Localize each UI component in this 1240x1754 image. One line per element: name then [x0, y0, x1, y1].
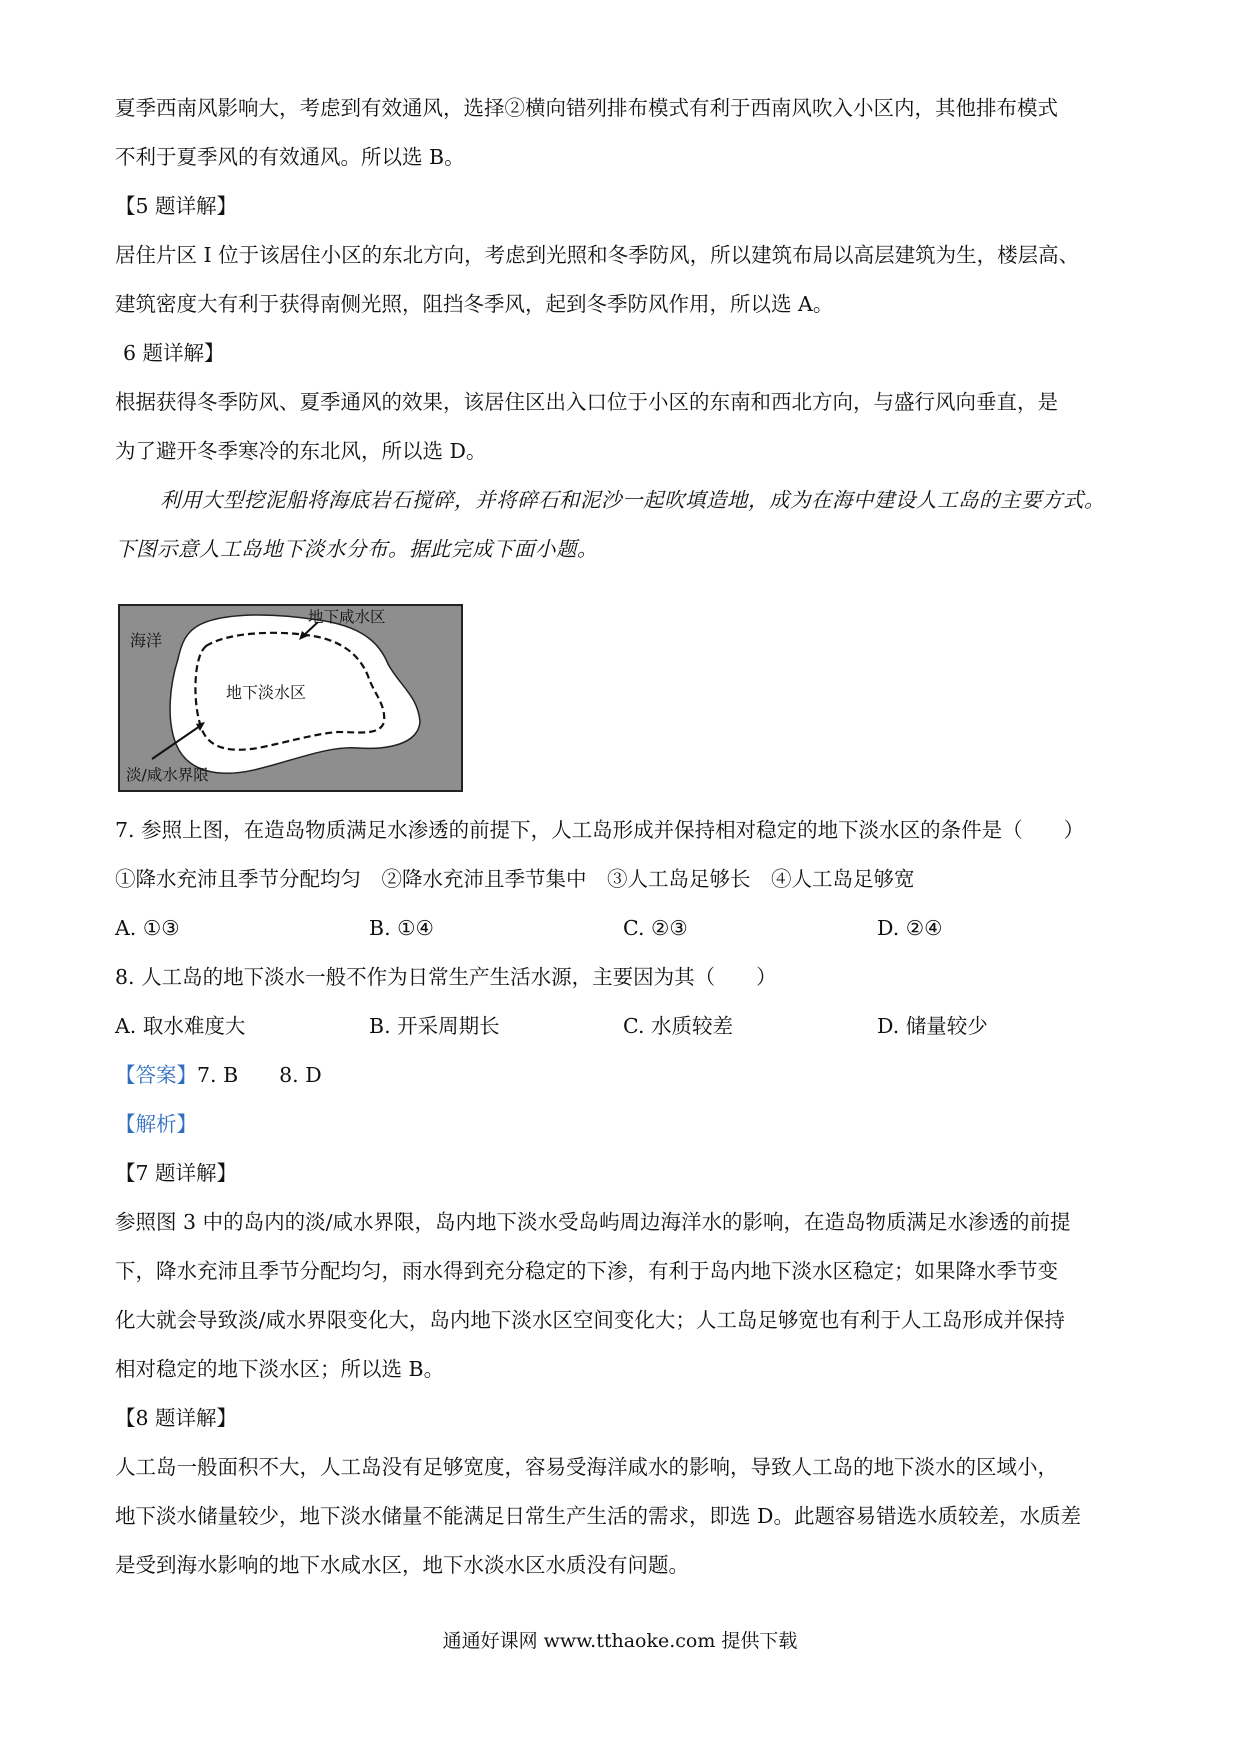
section-heading-7: 【7 题详解】: [115, 1161, 238, 1185]
text-line: 相对稳定的地下淡水区；所以选 B。: [115, 1357, 445, 1381]
text-line: 地下淡水储量较少，地下淡水储量不能满足日常生产生活的需求，即选 D。此题容易错选水质较差，水质差: [115, 1504, 1081, 1528]
q7-option-b[interactable]: B. ①④: [369, 916, 434, 940]
q7-option-c[interactable]: C. ②③: [623, 916, 688, 940]
text-line: 人工岛一般面积不大，人工岛没有足够宽度，容易受海洋咸水的影响，导致人工岛的地下淡水的区域小，: [115, 1455, 1058, 1479]
boundary-label: 淡/咸水界限: [126, 766, 209, 784]
answer-label: 【答案】: [115, 1063, 197, 1087]
section-heading-6: 6 题详解】: [123, 341, 225, 365]
question-7-items: ①降水充沛且季节分配均匀 ②降水充沛且季节集中 ③人工岛足够长 ④人工岛足够宽: [115, 867, 915, 891]
q8-option-b[interactable]: B. 开采周期长: [369, 1014, 500, 1038]
answer-line: [115, 1061, 1135, 1089]
text-line: 居住片区 I 位于该居住小区的东北方向，考虑到光照和冬季防风，所以建筑布局以高层建筑为生，楼层高、: [115, 243, 1080, 267]
text-line: 不利于夏季风的有效通风。所以选 B。: [115, 145, 465, 169]
text-line: 为了避开冬季寒冷的东北风，所以选 D。: [115, 439, 487, 463]
island-groundwater-figure: [118, 604, 463, 792]
saline-zone-label: 地下咸水区: [308, 608, 386, 626]
text-line: 化大就会导致淡/咸水界限变化大，岛内地下淡水区空间变化大；人工岛足够宽也有利于人工岛形成并保持: [115, 1308, 1065, 1332]
text-line: 根据获得冬季防风、夏季通风的效果，该居住区出入口位于小区的东南和西北方向，与盛行风向垂直，是: [115, 390, 1058, 414]
intro-line: 下图示意人工岛地下淡水分布。据此完成下面小题。: [115, 537, 598, 561]
analysis-label: 【解析】: [115, 1112, 197, 1136]
ocean-label: 海洋: [130, 631, 163, 650]
text-line: 是受到海水影响的地下水咸水区，地下水淡水区水质没有问题。: [115, 1553, 689, 1577]
text-line: 下，降水充沛且季节分配均匀，雨水得到充分稳定的下渗，有利于岛内地下淡水区稳定；如果降水季节变: [115, 1259, 1058, 1283]
text-line: 建筑密度大有利于获得南侧光照，阻挡冬季风，起到冬季防风作用，所以选 A。: [115, 292, 834, 316]
question-7-stem: 7. 参照上图，在造岛物质满足水渗透的前提下，人工岛形成并保持相对稳定的地下淡水区的条件是（ ）: [115, 818, 1085, 842]
text-line: 夏季西南风影响大，考虑到有效通风，选择②横向错列排布模式有利于西南风吹入小区内，其他排布模式: [115, 96, 1058, 120]
section-heading-8: 【8 题详解】: [115, 1406, 238, 1430]
answer-value: 7. B 8. D: [197, 1063, 322, 1087]
q7-option-a[interactable]: A. ①③: [115, 916, 180, 940]
section-heading-5: 【5 题详解】: [115, 194, 238, 218]
q7-option-d[interactable]: D. ②④: [877, 916, 943, 940]
q8-option-c[interactable]: C. 水质较差: [623, 1014, 733, 1038]
intro-line: 利用大型挖泥船将海底岩石搅碎，并将碎石和泥沙一起吹填造地，成为在海中建设人工岛的主要方式。: [160, 488, 1105, 512]
fresh-zone-label: 地下淡水区: [226, 683, 307, 702]
text-line: 参照图 3 中的岛内的淡/咸水界限，岛内地下淡水受岛屿周边海洋水的影响，在造岛物质满足水渗透的前提: [115, 1210, 1071, 1234]
question-8-stem: 8. 人工岛的地下淡水一般不作为日常生产生活水源，主要因为其（ ）: [115, 965, 777, 989]
q8-option-a[interactable]: A. 取水难度大: [115, 1014, 246, 1038]
q8-option-d[interactable]: D. 储量较少: [877, 1014, 988, 1038]
page-footer: 通通好课网 www.tthaoke.com 提供下载: [442, 1630, 798, 1652]
